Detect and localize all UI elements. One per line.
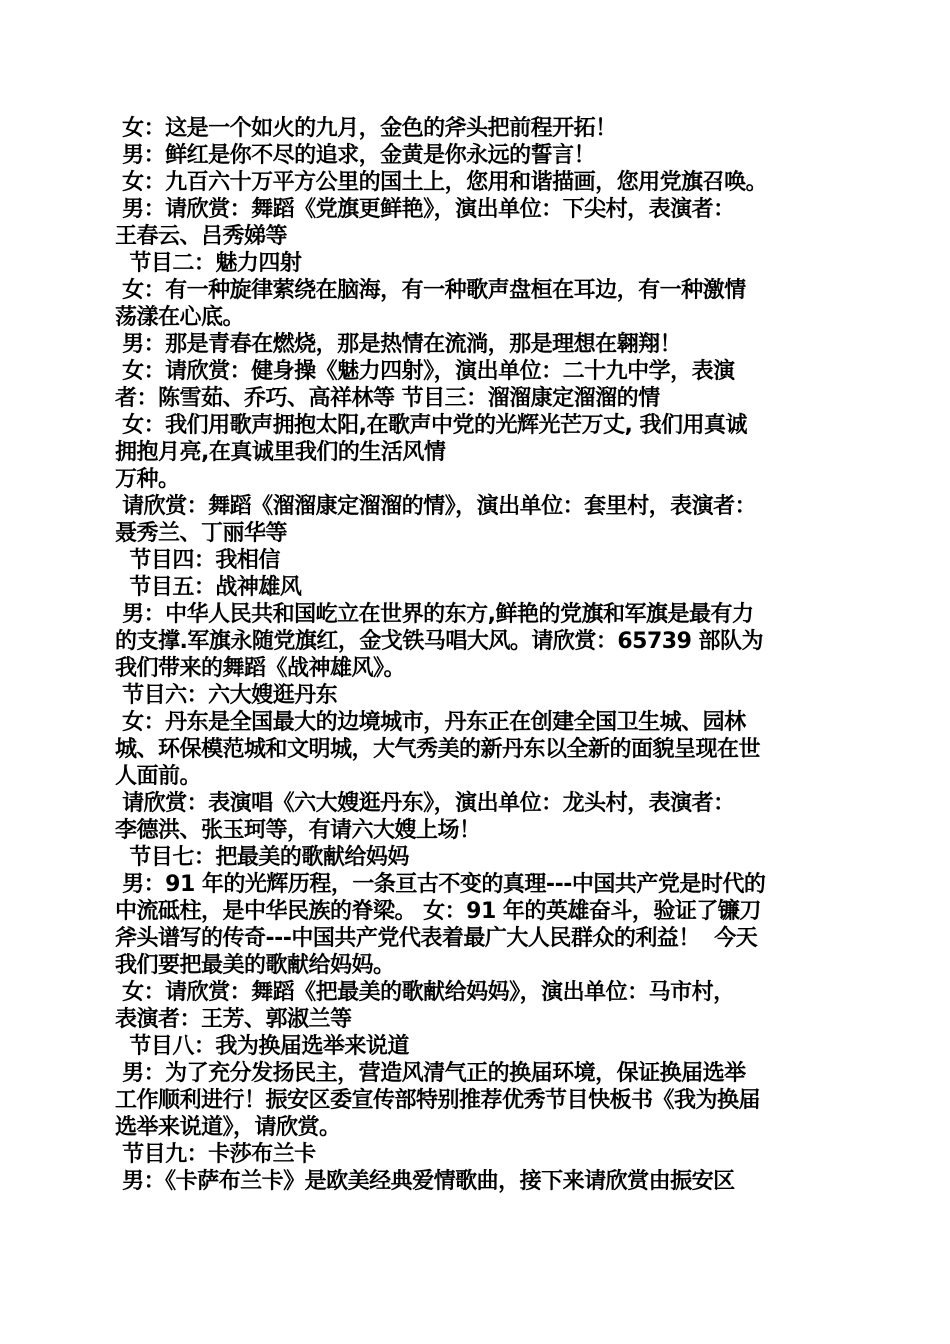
text-line: 人面前。	[115, 764, 202, 789]
text-line: 选举来说道》，请欣赏。	[115, 1115, 341, 1140]
text-line: 节目七：把最美的歌献给妈妈	[115, 845, 409, 870]
text-line: 我们要把最美的歌献给妈妈。	[115, 953, 395, 978]
text-line: 男：《卡萨布兰卡》是欧美经典爱情歌曲，接下来请欣赏由振安区	[115, 1169, 735, 1194]
text-line: 中流砥柱，是中华民族的脊梁。 女：91 年的英雄奋斗，验证了镰刀	[115, 899, 761, 924]
text-line: 节目五：战神雄风	[115, 575, 302, 600]
text-line: 节目六：六大嫂逛丹东	[115, 683, 338, 708]
text-line: 女：我们用歌声拥抱太阳,在歌声中党的光辉光芒万丈, 我们用真诚	[115, 413, 748, 438]
text-line: 男：91 年的光辉历程，一条亘古不变的真理---中国共产党是时代的	[115, 872, 766, 897]
text-line: 请欣赏：舞蹈《溜溜康定溜溜的情》，演出单位：套里村，表演者：	[115, 494, 757, 519]
text-line: 节目四：我相信	[115, 548, 280, 573]
text-line: 拥抱月亮,在真诚里我们的生活风情	[115, 440, 446, 465]
text-line: 节目二：魅力四射	[115, 251, 302, 276]
text-line: 李德洪、张玉珂等，有请六大嫂上场！	[115, 818, 481, 843]
text-line: 女：有一种旋律萦绕在脑海，有一种歌声盘桓在耳边，有一种激情	[115, 278, 746, 303]
text-line: 聂秀兰、丁丽华等	[115, 521, 288, 546]
text-line: 者：陈雪茹、乔巧、高祥林等 节目三：溜溜康定溜溜的情	[115, 386, 660, 411]
text-line: 王春云、吕秀娣等	[115, 224, 288, 249]
text-line: 女：九百六十万平方公里的国土上，您用和谐描画，您用党旗召唤。	[115, 170, 768, 195]
text-line: 女：请欣赏：健身操《魅力四射》，演出单位：二十九中学，表演	[115, 359, 735, 384]
text-line: 女：请欣赏：舞蹈《把最美的歌献给妈妈》，演出单位：马市村，	[115, 980, 735, 1005]
text-line: 荡漾在心底。	[115, 305, 245, 330]
text-line: 我们带来的舞蹈《战神雄风》。	[115, 656, 406, 681]
text-line: 节目九：卡莎布兰卡	[115, 1142, 316, 1167]
text-line: 请欣赏：表演唱《六大嫂逛丹东》，演出单位：龙头村，表演者：	[115, 791, 735, 816]
text-line: 万种。	[115, 467, 180, 492]
text-line: 男：鲜红是你不尽的追求，金黄是你永远的誓言！	[115, 143, 596, 168]
text-line: 男：那是青春在燃烧，那是热情在流淌，那是理想在翱翔！	[115, 332, 682, 357]
text-line: 女：这是一个如火的九月，金色的斧头把前程开拓！	[115, 116, 617, 141]
text-line: 男：中华人民共和国屹立在世界的东方,鲜艳的党旗和军旗是最有力	[115, 602, 754, 627]
text-line: 节目八：我为换届选举来说道	[115, 1034, 409, 1059]
text-line: 男：请欣赏：舞蹈《党旗更鲜艳》，演出单位：下尖村，表演者：	[115, 197, 735, 222]
text-line: 斧头谱写的传奇---中国共产党代表着最广大人民群众的利益！ 今天	[115, 926, 758, 951]
text-line: 表演者：王芳、郭淑兰等	[115, 1007, 352, 1032]
text-line: 女：丹东是全国最大的边境城市，丹东正在创建全国卫生城、园林	[115, 710, 746, 735]
document-body	[115, 115, 845, 1195]
text-line: 工作顺利进行！振安区委宣传部特别推荐优秀节目快板书《我为换届	[115, 1088, 761, 1113]
text-line: 男：为了充分发扬民主，营造风清气正的换届环境，保证换届选举	[115, 1061, 746, 1086]
text-line: 城、环保模范城和文明城，大气秀美的新丹东以全新的面貌呈现在世	[115, 737, 761, 762]
text-line: 的支撑.军旗永随党旗红，金戈铁马唱大风。请欣赏：65739 部队为	[115, 629, 764, 654]
